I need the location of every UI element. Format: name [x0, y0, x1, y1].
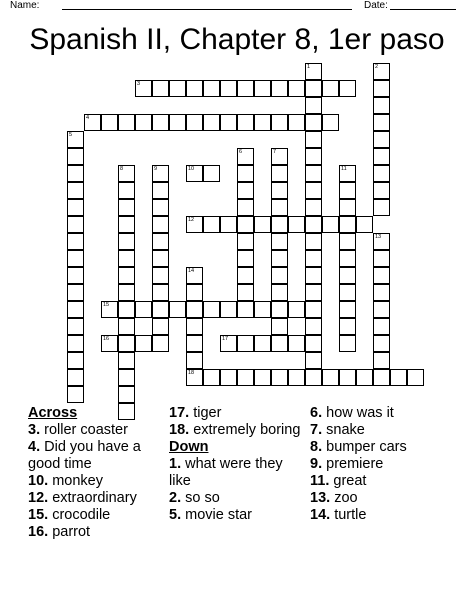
- grid-cell[interactable]: [305, 182, 322, 199]
- grid-cell[interactable]: [322, 80, 339, 97]
- grid-cell[interactable]: [288, 369, 305, 386]
- grid-cell[interactable]: [186, 301, 203, 318]
- grid-cell[interactable]: [152, 114, 169, 131]
- clue-across-12: 12. extraordinary: [28, 490, 137, 506]
- grid-cell[interactable]: [322, 114, 339, 131]
- clue-down-14: 14. turtle: [310, 507, 367, 523]
- grid-cell[interactable]: [186, 80, 203, 97]
- grid-cell[interactable]: [339, 250, 356, 267]
- grid-cell[interactable]: [271, 250, 288, 267]
- clues-column-2: [169, 405, 304, 524]
- clue-across-15: 15. crocodile: [28, 507, 111, 523]
- grid-cell[interactable]: [305, 80, 322, 97]
- grid-cell[interactable]: [152, 284, 169, 301]
- grid-cell[interactable]: [288, 114, 305, 131]
- clue-across-4: 4. Did you have a good time: [28, 439, 141, 472]
- grid-number: 14: [188, 268, 195, 274]
- grid-cell[interactable]: [305, 216, 322, 233]
- grid-cell[interactable]: [288, 80, 305, 97]
- down-heading: Down: [169, 439, 209, 455]
- grid-cell[interactable]: [373, 148, 390, 165]
- grid-number: 3: [137, 81, 141, 87]
- clue-across-16: 16. parrot: [28, 524, 91, 540]
- grid-cell[interactable]: [271, 216, 288, 233]
- grid-cell[interactable]: [322, 369, 339, 386]
- grid-cell[interactable]: [339, 284, 356, 301]
- grid-cell[interactable]: [288, 335, 305, 352]
- grid-cell[interactable]: [67, 182, 84, 199]
- grid-number: 12: [188, 217, 195, 223]
- grid-cell[interactable]: [254, 301, 271, 318]
- grid-cell[interactable]: [237, 165, 254, 182]
- clue-down-7: 7. snake: [310, 422, 365, 438]
- grid-cell[interactable]: [373, 131, 390, 148]
- clue-across-17: 17. tiger: [169, 405, 222, 421]
- clue-across-18: 18. extremely boring: [169, 422, 301, 438]
- grid-cell[interactable]: [322, 216, 339, 233]
- grid-cell[interactable]: [186, 335, 203, 352]
- grid-cell[interactable]: [237, 267, 254, 284]
- grid-cell[interactable]: [271, 80, 288, 97]
- clue-down-8: 8. bumper cars: [310, 439, 407, 455]
- grid-cell[interactable]: [237, 335, 254, 352]
- grid-cell[interactable]: [339, 233, 356, 250]
- grid-cell[interactable]: [339, 335, 356, 352]
- grid-cell[interactable]: [373, 97, 390, 114]
- grid-cell[interactable]: [118, 318, 135, 335]
- grid-cell[interactable]: [271, 369, 288, 386]
- grid-cell[interactable]: [203, 369, 220, 386]
- grid-cell[interactable]: [67, 318, 84, 335]
- grid-cell[interactable]: [118, 199, 135, 216]
- grid-cell[interactable]: [356, 369, 373, 386]
- grid-cell[interactable]: [339, 182, 356, 199]
- across-heading: Across: [28, 405, 78, 421]
- grid-cell[interactable]: [186, 318, 203, 335]
- grid-cell[interactable]: [237, 369, 254, 386]
- grid-cell[interactable]: [101, 114, 118, 131]
- grid-cell[interactable]: [67, 199, 84, 216]
- grid-cell[interactable]: [135, 335, 152, 352]
- grid-cell[interactable]: [186, 352, 203, 369]
- grid-cell[interactable]: [305, 284, 322, 301]
- page-title: Spanish II, Chapter 8, 1er paso: [29, 23, 445, 56]
- clue-down-2: 2. so so: [169, 490, 220, 506]
- grid-cell[interactable]: [254, 114, 271, 131]
- grid-cell[interactable]: [67, 233, 84, 250]
- grid-cell[interactable]: [373, 80, 390, 97]
- grid-cell[interactable]: [152, 318, 169, 335]
- grid-cell[interactable]: [305, 369, 322, 386]
- grid-cell[interactable]: [203, 114, 220, 131]
- grid-cell[interactable]: [254, 216, 271, 233]
- grid-number: 4: [86, 115, 90, 121]
- grid-cell[interactable]: [203, 80, 220, 97]
- grid-cell[interactable]: [373, 182, 390, 199]
- grid-cell[interactable]: [339, 318, 356, 335]
- grid-cell[interactable]: [237, 114, 254, 131]
- grid-cell[interactable]: [373, 352, 390, 369]
- grid-number: 17: [222, 336, 229, 342]
- grid-number: 9: [154, 166, 158, 172]
- grid-cell[interactable]: [407, 369, 424, 386]
- grid-cell[interactable]: [67, 148, 84, 165]
- grid-cell[interactable]: [271, 165, 288, 182]
- grid-cell[interactable]: [118, 352, 135, 369]
- grid-cell[interactable]: [288, 301, 305, 318]
- grid-cell[interactable]: [118, 386, 135, 403]
- grid-cell[interactable]: [339, 267, 356, 284]
- grid-cell[interactable]: [373, 250, 390, 267]
- grid-cell[interactable]: [203, 301, 220, 318]
- grid-number: 6: [239, 149, 243, 155]
- grid-cell[interactable]: [305, 131, 322, 148]
- grid-number: 13: [375, 234, 382, 240]
- grid-cell[interactable]: [67, 352, 84, 369]
- grid-cell[interactable]: [152, 80, 169, 97]
- grid-cell[interactable]: [373, 301, 390, 318]
- grid-number: 10: [188, 166, 195, 172]
- grid-cell[interactable]: [305, 233, 322, 250]
- grid-number: 11: [341, 166, 347, 172]
- clue-down-9: 9. premiere: [310, 456, 384, 472]
- grid-cell[interactable]: [305, 318, 322, 335]
- grid-number: 15: [103, 302, 110, 308]
- grid-cell[interactable]: [254, 335, 271, 352]
- grid-cell[interactable]: [67, 165, 84, 182]
- grid-cell[interactable]: [271, 318, 288, 335]
- grid-cell[interactable]: [118, 369, 135, 386]
- grid-cell[interactable]: [152, 267, 169, 284]
- grid-cell[interactable]: [118, 233, 135, 250]
- grid-cell[interactable]: [271, 284, 288, 301]
- grid-cell[interactable]: [118, 182, 135, 199]
- clue-across-10: 10. monkey: [28, 473, 103, 489]
- grid-cell[interactable]: [373, 318, 390, 335]
- grid-cell[interactable]: [220, 301, 237, 318]
- grid-cell[interactable]: [339, 199, 356, 216]
- grid-cell[interactable]: [373, 114, 390, 131]
- grid-cell[interactable]: [203, 216, 220, 233]
- grid-cell[interactable]: [220, 114, 237, 131]
- grid-cell[interactable]: [373, 335, 390, 352]
- grid-cell[interactable]: [118, 250, 135, 267]
- grid-cell[interactable]: [271, 233, 288, 250]
- grid-cell[interactable]: [288, 216, 305, 233]
- grid-cell[interactable]: [254, 80, 271, 97]
- grid-cell[interactable]: [152, 233, 169, 250]
- grid-cell[interactable]: [237, 233, 254, 250]
- grid-cell[interactable]: [67, 284, 84, 301]
- grid-cell[interactable]: [305, 267, 322, 284]
- grid-number: 7: [273, 149, 277, 155]
- grid-cell[interactable]: [220, 80, 237, 97]
- grid-cell[interactable]: [305, 148, 322, 165]
- grid-cell[interactable]: [67, 216, 84, 233]
- grid-cell[interactable]: [305, 165, 322, 182]
- grid-cell[interactable]: [373, 199, 390, 216]
- grid-cell[interactable]: [237, 301, 254, 318]
- grid-cell[interactable]: [373, 165, 390, 182]
- grid-cell[interactable]: [356, 216, 373, 233]
- grid-cell[interactable]: [305, 114, 322, 131]
- grid-cell[interactable]: [271, 114, 288, 131]
- grid-cell[interactable]: [373, 267, 390, 284]
- grid-cell[interactable]: [305, 250, 322, 267]
- grid-cell[interactable]: [67, 335, 84, 352]
- grid-number: 1: [307, 64, 311, 70]
- grid-cell[interactable]: [339, 301, 356, 318]
- grid-cell[interactable]: [254, 369, 271, 386]
- grid-number: 18: [188, 370, 195, 376]
- grid-cell[interactable]: [67, 301, 84, 318]
- grid-cell[interactable]: [67, 386, 84, 403]
- grid-cell[interactable]: [186, 114, 203, 131]
- grid-cell[interactable]: [305, 301, 322, 318]
- grid-cell[interactable]: [339, 80, 356, 97]
- clue-across-3: 3. roller coaster: [28, 422, 128, 438]
- grid-number: 8: [120, 166, 124, 172]
- grid-cell[interactable]: [118, 114, 135, 131]
- grid-cell[interactable]: [339, 369, 356, 386]
- clue-down-11: 11. great: [310, 473, 367, 489]
- clue-down-1: 1. what were they like: [169, 456, 283, 489]
- grid-cell[interactable]: [169, 301, 186, 318]
- grid-cell[interactable]: [67, 369, 84, 386]
- grid-number: 5: [69, 132, 73, 138]
- date-label: Date:: [364, 0, 388, 11]
- name-label: Name:: [10, 0, 40, 11]
- clue-down-5: 5. movie star: [169, 507, 253, 523]
- grid-cell[interactable]: [118, 284, 135, 301]
- grid-cell[interactable]: [67, 267, 84, 284]
- grid-cell[interactable]: [305, 97, 322, 114]
- grid-cell[interactable]: [203, 165, 220, 182]
- grid-cell[interactable]: [169, 114, 186, 131]
- grid-cell[interactable]: [237, 284, 254, 301]
- grid-cell[interactable]: [186, 284, 203, 301]
- grid-cell[interactable]: [237, 199, 254, 216]
- clue-down-6: 6. how was it: [310, 405, 394, 421]
- grid-cell[interactable]: [237, 216, 254, 233]
- grid-cell[interactable]: [152, 335, 169, 352]
- grid-cell[interactable]: [220, 216, 237, 233]
- grid-cell[interactable]: [152, 216, 169, 233]
- grid-cell[interactable]: [118, 216, 135, 233]
- grid-cell[interactable]: [271, 199, 288, 216]
- grid-cell[interactable]: [305, 199, 322, 216]
- grid-cell[interactable]: [118, 335, 135, 352]
- clues-column-3: [310, 405, 460, 524]
- grid-number: 2: [375, 64, 379, 70]
- grid-cell[interactable]: [271, 335, 288, 352]
- grid-cell[interactable]: [152, 199, 169, 216]
- grid-cell[interactable]: [373, 284, 390, 301]
- grid-cell[interactable]: [152, 301, 169, 318]
- grid-cell[interactable]: [169, 80, 186, 97]
- grid-cell[interactable]: [305, 352, 322, 369]
- grid-cell[interactable]: [220, 369, 237, 386]
- grid-cell[interactable]: [305, 335, 322, 352]
- grid-cell[interactable]: [373, 369, 390, 386]
- grid-cell[interactable]: [152, 250, 169, 267]
- grid-cell[interactable]: [237, 250, 254, 267]
- grid-cell[interactable]: [237, 80, 254, 97]
- grid-cell[interactable]: [271, 182, 288, 199]
- grid-cell[interactable]: [118, 267, 135, 284]
- grid-cell[interactable]: [152, 182, 169, 199]
- grid-cell[interactable]: [390, 369, 407, 386]
- grid-cell[interactable]: [271, 301, 288, 318]
- grid-cell[interactable]: [135, 301, 152, 318]
- grid-cell[interactable]: [135, 114, 152, 131]
- grid-cell[interactable]: [118, 301, 135, 318]
- grid-cell[interactable]: [339, 216, 356, 233]
- clues-column-1: [28, 405, 163, 541]
- grid-cell[interactable]: [271, 267, 288, 284]
- grid-cell[interactable]: [237, 182, 254, 199]
- grid-cell[interactable]: [67, 250, 84, 267]
- grid-number: 16: [103, 336, 110, 342]
- clue-down-13: 13. zoo: [310, 490, 358, 506]
